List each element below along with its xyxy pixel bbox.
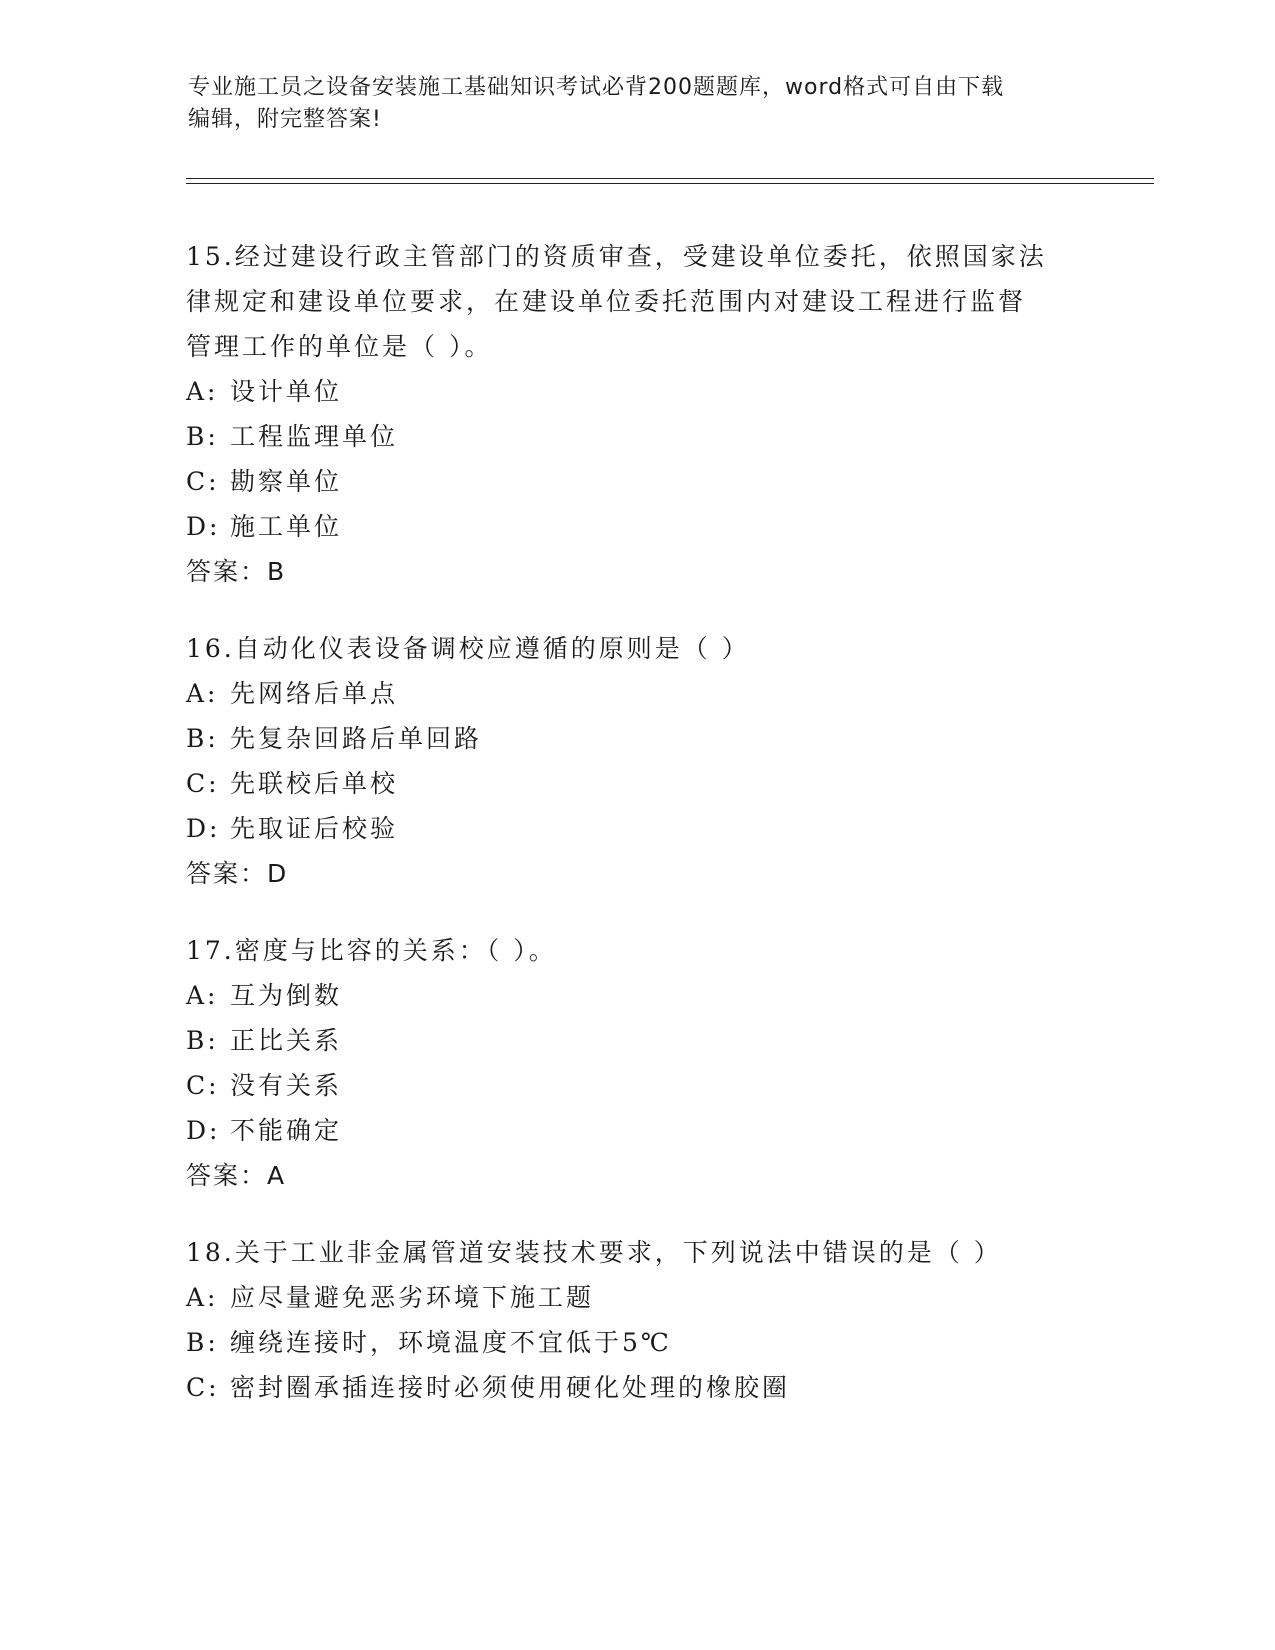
- option-text: 没有关系: [230, 1071, 343, 1100]
- option-key: A:: [186, 981, 219, 1010]
- option-text: 先联校后单校: [230, 769, 399, 798]
- document-header: [188, 72, 1088, 136]
- option-text: 互为倒数: [230, 981, 343, 1010]
- option-key: B:: [186, 724, 219, 753]
- option-key: D:: [186, 814, 221, 843]
- option-d: [186, 806, 1086, 851]
- option-c: [186, 1365, 1086, 1410]
- header-divider-bottom: [186, 183, 1154, 184]
- option-text: 先取证后校验: [230, 814, 399, 843]
- option-text: 正比关系: [230, 1026, 343, 1055]
- option-d: [186, 504, 1086, 549]
- option-d: [186, 1108, 1086, 1153]
- option-text: 先网络后单点: [230, 679, 399, 708]
- option-key: A:: [186, 679, 219, 708]
- option-key: C:: [186, 1071, 220, 1100]
- answer-line: 答案：D: [186, 859, 289, 888]
- option-key: D:: [186, 512, 221, 541]
- question-list: [186, 234, 1086, 1442]
- question-16: [186, 626, 1086, 896]
- option-text: 施工单位: [230, 512, 343, 541]
- option-b: [186, 716, 1086, 761]
- option-key: B:: [186, 422, 219, 451]
- answer-line: 答案：B: [186, 557, 287, 586]
- option-text: 不能确定: [230, 1116, 343, 1145]
- option-text: 缠绕连接时，环境温度不宜低于5℃: [230, 1328, 672, 1357]
- option-a: [186, 369, 1086, 414]
- option-key: A:: [186, 1283, 219, 1312]
- option-key: A:: [186, 377, 219, 406]
- option-text: 先复杂回路后单回路: [230, 724, 483, 753]
- option-b: [186, 1320, 1086, 1365]
- option-a: [186, 973, 1086, 1018]
- option-c: [186, 761, 1086, 806]
- header-divider-top: [186, 178, 1154, 179]
- header-line-2: 编辑，附完整答案!: [188, 107, 382, 132]
- option-text: 应尽量避免恶劣环境下施工题: [230, 1283, 595, 1312]
- option-key: B:: [186, 1328, 219, 1357]
- question-stem-line: 16.自动化仪表设备调校应遵循的原则是（ ）: [186, 634, 750, 663]
- question-18: [186, 1230, 1086, 1410]
- option-b: [186, 414, 1086, 459]
- option-key: C:: [186, 467, 220, 496]
- option-key: C:: [186, 1373, 220, 1402]
- option-a: [186, 1275, 1086, 1320]
- option-text: 设计单位: [230, 377, 343, 406]
- option-text: 勘察单位: [230, 467, 343, 496]
- question-stem-line: 15.经过建设行政主管部门的资质审查，受建设单位委托，依照国家法: [186, 242, 1047, 271]
- question-17: [186, 928, 1086, 1198]
- option-text: 密封圈承插连接时必须使用硬化处理的橡胶圈: [230, 1373, 791, 1402]
- option-key: D:: [186, 1116, 221, 1145]
- question-stem-line: 18.关于工业非金属管道安装技术要求，下列说法中错误的是（ ）: [186, 1238, 1002, 1267]
- option-a: [186, 671, 1086, 716]
- option-b: [186, 1018, 1086, 1063]
- header-line-1: 专业施工员之设备安装施工基础知识考试必背200题题库，word格式可自由下载: [188, 75, 1005, 100]
- question-15: [186, 234, 1086, 594]
- option-key: B:: [186, 1026, 219, 1055]
- question-stem-line: 律规定和建设单位要求，在建设单位委托范围内对建设工程进行监督: [186, 287, 1027, 316]
- option-key: C:: [186, 769, 220, 798]
- option-text: 工程监理单位: [230, 422, 399, 451]
- option-c: [186, 459, 1086, 504]
- question-stem-line: 管理工作的单位是（ ）。: [186, 332, 493, 361]
- answer-line: 答案：A: [186, 1161, 287, 1190]
- question-stem-line: 17.密度与比容的关系：（ ）。: [186, 936, 557, 965]
- option-c: [186, 1063, 1086, 1108]
